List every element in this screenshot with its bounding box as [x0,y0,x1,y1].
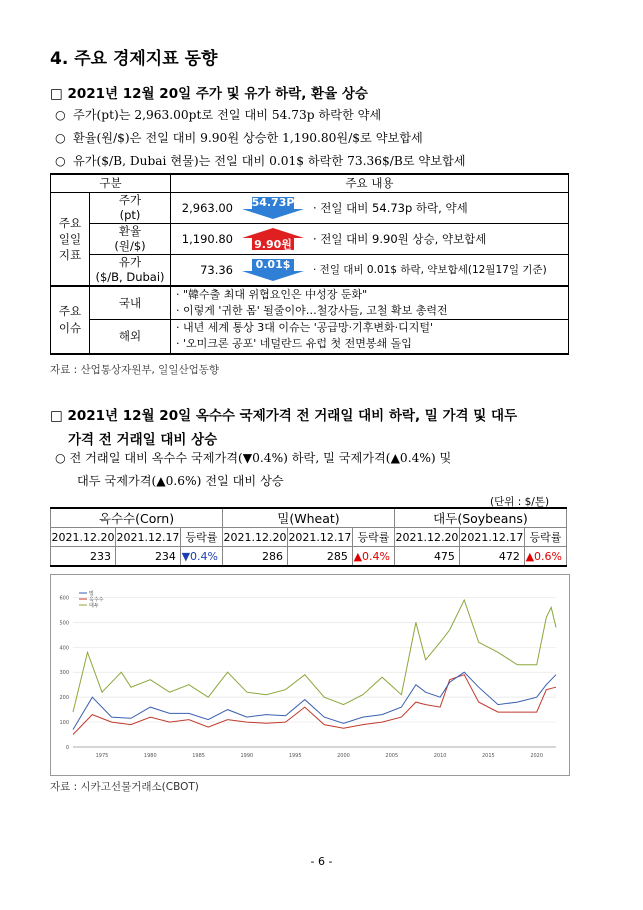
table-head-content: 주요 내용 [171,174,569,192]
soy-value-1217: 472 [459,547,524,567]
grain-price-chart [50,574,570,776]
source-note-1: 자료 : 산업통상자원부, 일일산업동향 [50,364,220,376]
y-tick-label: 200 [59,695,69,702]
subhead-date1: 2021.12.20 [394,528,459,547]
soy-value-1220: 475 [394,547,459,567]
group-daily-indicators: 주요 일일 지표 [51,192,90,286]
subhead-rate: 등락률 [180,528,222,547]
soy-rate: ▲0.6% [524,547,566,567]
row-desc-stock: · 전일 대비 54.73p 하락, 약세 [308,192,569,223]
issue-domestic-content: · "韓수출 최대 위협요인은 中성장 둔화" · 이렇게 '귀한 몸' 될줄이야…철강사들, 고철 확보 총력전 [171,286,569,320]
y-tick-label: 600 [59,595,69,602]
series-line-soybean [73,600,556,712]
y-tick-label: 100 [59,720,69,727]
group-corn: 옥수수(Corn) [51,508,223,528]
corn-value-1220: 233 [51,547,116,567]
subhead-rate: 등락률 [524,528,566,547]
series-line-wheat [73,672,556,729]
subhead-date2: 2021.12.17 [287,528,352,547]
bullet-stock: ○ 주가(pt)는 2,963.00pt로 전일 대비 54.73p 하락한 약세 [55,108,382,122]
bullet-exchange: ○ 환율(원/$)은 전일 대비 9.90원 상승한 1,190.80원/$로 약보합세 [55,131,423,145]
row-desc-exchange: · 전일 대비 9.90원 상승, 약보합세 [308,223,569,254]
y-tick-label: 0 [65,745,69,751]
row-name-stock: 주가 (pt) [90,192,171,223]
page-number: - 6 - [310,855,333,868]
source-note-2: 자료 : 시카고선물거래소(CBOT) [50,781,199,793]
down-arrow-icon: 54.73P [242,197,304,219]
row-value-stock: 2,963.00 [171,192,239,223]
bullet-oil: ○ 유가($/B, Dubai 현물)는 전일 대비 0.01$ 하락한 73.36$/B로 약보합세 [55,154,466,168]
x-tick-label: 1985 [192,753,205,759]
x-tick-label: 1990 [240,753,254,759]
issue-overseas-content: · 내년 세계 통상 3대 이슈는 '공급망·기후변화·디지털' · '오미크론 공포' 네덜란드 유럽 첫 전면봉쇄 돌입 [171,320,569,354]
legend-label: 대두 [89,602,99,609]
x-tick-label: 1975 [95,753,109,759]
series-line-corn [73,675,556,735]
corn-rate: ▼0.4% [180,547,222,567]
subhead-date1: 2021.12.20 [222,528,287,547]
corn-value-1217: 234 [115,547,180,567]
x-tick-label: 2015 [482,753,495,759]
chart-svg [51,575,569,775]
change-arrow-stock [238,192,308,223]
section2-title-line2: 가격 전 거래일 대비 상승 [68,432,218,448]
change-arrow-exchange [238,223,308,254]
group-soybeans: 대두(Soybeans) [394,508,566,528]
grain-price-table [50,507,567,567]
page-heading: 4. 주요 경제지표 동향 [50,49,218,69]
wheat-value-1217: 285 [287,547,352,567]
change-arrow-oil [238,254,308,286]
y-tick-label: 300 [59,670,69,677]
section1-title: □ 2021년 12월 20일 주가 및 유가 하락, 환율 상승 [50,86,368,102]
unit-label: (단위 : $/톤) [490,496,550,508]
down-arrow-icon: 0.01$ [242,259,304,281]
section2-bullet-line1: ○ 전 거래일 대비 옥수수 국제가격(▼0.4%) 하락, 밀 국제가격(▲0.4%) 및 [55,451,452,465]
row-name-exchange: 환율 (원/$) [90,223,171,254]
x-tick-label: 2005 [385,753,399,759]
legend-label: 옥수수 [89,596,104,603]
subhead-date1: 2021.12.20 [51,528,116,547]
y-tick-label: 400 [59,645,69,652]
up-arrow-icon: 9.90원 [242,228,304,250]
x-tick-label: 1995 [288,753,302,759]
group-issues: 주요 이슈 [51,286,90,354]
table-head-category: 구분 [51,174,171,192]
subhead-date2: 2021.12.17 [115,528,180,547]
row-value-oil: 73.36 [171,254,239,286]
y-tick-label: 500 [59,620,69,627]
x-tick-label: 2020 [530,753,544,759]
issue-overseas-label: 해외 [90,320,171,354]
subhead-rate: 등락률 [352,528,394,547]
row-value-exchange: 1,190.80 [171,223,239,254]
x-tick-label: 1980 [143,753,157,759]
section2-bullet-line2: 대두 국제가격(▲0.6%) 전일 대비 상승 [77,474,284,488]
wheat-rate: ▲0.4% [352,547,394,567]
x-tick-label: 2000 [337,753,350,759]
row-desc-oil: · 전일 대비 0.01$ 하락, 약보합세(12월17일 기준) [308,254,569,286]
legend-label: 밀 [89,590,94,597]
section2-title-line1: □ 2021년 12월 20일 옥수수 국제가격 전 거래일 대비 하락, 밀 가격 및 대두 [50,408,518,424]
x-tick-label: 2010 [433,753,447,759]
wheat-value-1220: 286 [222,547,287,567]
issue-domestic-label: 국내 [90,286,171,320]
row-name-oil: 유가 ($/B, Dubai) [90,254,171,286]
group-wheat: 밀(Wheat) [222,508,394,528]
indicator-table [50,173,569,355]
subhead-date2: 2021.12.17 [459,528,524,547]
